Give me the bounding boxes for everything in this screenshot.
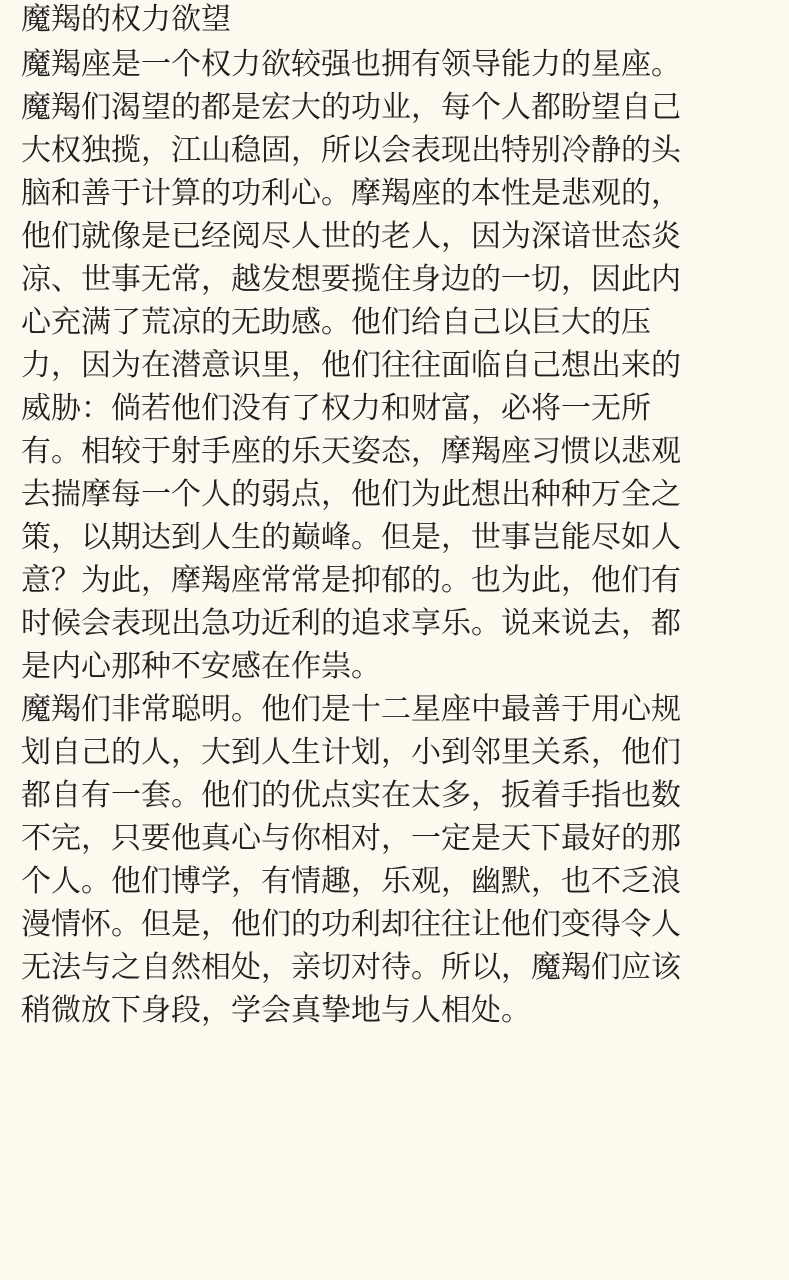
text-line: 他们就像是已经阅尽人世的老人，因为深谙世态炎 — [21, 219, 681, 254]
text-line: 大权独揽，江山稳固，所以会表现出特别冷静的头 — [21, 133, 681, 168]
text-line: 无法与之自然相处，亲切对待。所以，魔羯们应该 — [21, 950, 681, 985]
text-line: 时候会表现出急功近利的追求享乐。说来说去，都 — [21, 606, 681, 641]
document-title: 魔羯的权力欲望 — [21, 2, 231, 37]
text-line: 脑和善于计算的功利心。摩羯座的本性是悲观的， — [21, 176, 681, 211]
text-line: 不完，只要他真心与你相对，一定是天下最好的那 — [21, 821, 681, 856]
text-line: 策，以期达到人生的巅峰。但是，世事岂能尽如人 — [21, 520, 681, 555]
text-line: 有。相较于射手座的乐天姿态，摩羯座习惯以悲观 — [21, 434, 681, 469]
text-line: 魔羯们渴望的都是宏大的功业，每个人都盼望自己 — [21, 90, 681, 125]
text-line: 意？为此，摩羯座常常是抑郁的。也为此，他们有 — [21, 563, 681, 598]
text-line: 都自有一套。他们的优点实在太多，扳着手指也数 — [21, 778, 681, 813]
text-line: 魔羯们非常聪明。他们是十二星座中最善于用心规 — [21, 692, 681, 727]
text-line: 个人。他们博学，有情趣，乐观，幽默，也不乏浪 — [21, 864, 681, 899]
text-line: 是内心那种不安感在作祟。 — [21, 649, 381, 684]
text-line: 魔羯座是一个权力欲较强也拥有领导能力的星座。 — [21, 47, 681, 82]
text-line: 划自己的人，大到人生计划，小到邻里关系，他们 — [21, 735, 681, 770]
text-line: 稍微放下身段，学会真挚地与人相处。 — [21, 993, 531, 1028]
text-line: 去揣摩每一个人的弱点，他们为此想出种种万全之 — [21, 477, 681, 512]
text-line: 力，因为在潜意识里，他们往往面临自己想出来的 — [21, 348, 681, 383]
text-line: 威胁：倘若他们没有了权力和财富，必将一无所 — [21, 391, 651, 426]
text-line: 凉、世事无常，越发想要揽住身边的一切，因此内 — [21, 262, 681, 297]
text-line: 心充满了荒凉的无助感。他们给自己以巨大的压 — [21, 305, 651, 340]
text-line: 漫情怀。但是，他们的功利却往往让他们变得令人 — [21, 907, 681, 942]
